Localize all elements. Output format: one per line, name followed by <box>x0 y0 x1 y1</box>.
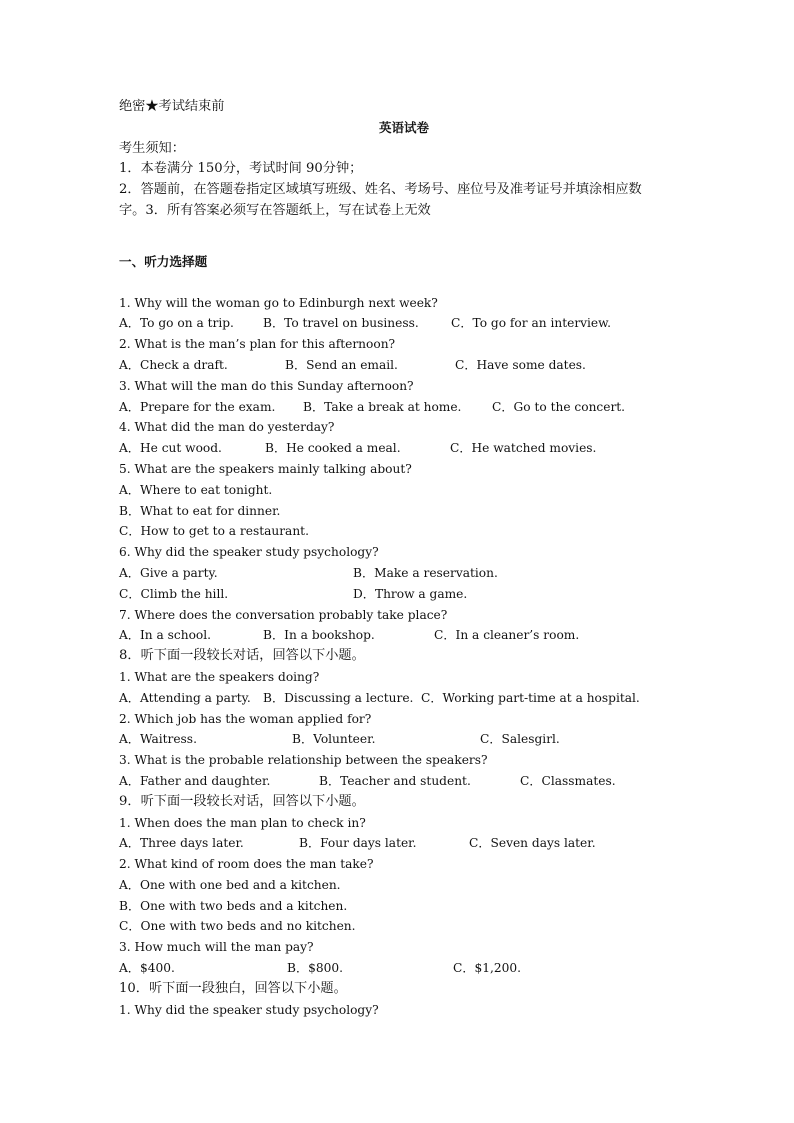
option-a: A．Attending a party. <box>119 690 251 705</box>
option-b: B．Teacher and student. <box>319 773 471 788</box>
option-a: A．He cut wood. <box>119 441 222 456</box>
option-c: C．Seven days later. <box>469 836 596 851</box>
question-stem: 1. What are the speakers doing? <box>119 669 320 684</box>
option-c: C．In a cleaner’s room. <box>434 628 580 643</box>
question-stem: 3. What is the probable relationship between the speakers? <box>119 753 488 768</box>
option-b: B．Discussing a lecture. <box>263 690 414 705</box>
option-b: B．Send an email. <box>285 357 398 372</box>
notice-label: 考生须知： <box>119 140 185 156</box>
options-row <box>119 397 689 418</box>
question-stem: 1. Why did the speaker study psychology? <box>119 1002 379 1017</box>
question-stem: 1. Why will the woman go to Edinburgh next week? <box>119 295 438 310</box>
dialogue-intro: 9．听下面一段较长对话，回答以下小题。 <box>119 793 365 809</box>
options-row <box>119 625 689 646</box>
question-stem: 2. Which job has the woman applied for? <box>119 711 372 726</box>
option-c: C．Working part-time at a hospital. <box>421 690 640 705</box>
option-c: C．How to get to a restaurant. <box>119 524 309 539</box>
option-a: A．To go on a trip. <box>119 316 234 331</box>
question-stem: 2. What is the man’s plan for this afternoon? <box>119 337 396 352</box>
option-b: B．Take a break at home. <box>303 399 462 414</box>
options-row <box>119 958 689 979</box>
option-b: B．He cooked a meal. <box>265 441 401 456</box>
option-c: C．He watched movies. <box>450 441 597 456</box>
option-b: B．What to eat for dinner. <box>119 503 281 518</box>
exam-page <box>119 97 689 1020</box>
option-b: B．Make a reservation. <box>353 565 498 580</box>
question-stem: 3. What will the man do this Sunday afternoon? <box>119 378 414 393</box>
options-row <box>119 729 689 750</box>
option-a: A．$400. <box>119 961 175 976</box>
option-b: B．$800. <box>287 961 344 976</box>
dialogue-intro: 8．听下面一段较长对话，回答以下小题。 <box>119 648 365 664</box>
options-row <box>119 355 689 376</box>
option-c: C．Climb the hill. <box>119 586 229 601</box>
option-a: A．Three days later. <box>119 836 244 851</box>
option-c: C．Go to the concert. <box>492 399 626 414</box>
notice-item-2: 2．答题前，在答题卷指定区域填写班级、姓名、考场号、座位号及准考证号并填涂相应数 <box>119 182 642 198</box>
option-b: B．Volunteer. <box>292 732 376 747</box>
option-b: B．In a bookshop. <box>263 628 375 643</box>
option-c: C．To go for an interview. <box>451 316 611 331</box>
option-c: C．One with two beds and no kitchen. <box>119 919 356 934</box>
option-a: A．Give a party. <box>119 565 218 580</box>
options-row <box>119 771 689 792</box>
option-b: B．Four days later. <box>299 836 417 851</box>
option-a: A．Father and daughter. <box>119 773 271 788</box>
option-d: D．Throw a game. <box>353 586 468 601</box>
section-heading: 一、听力选择题 <box>119 253 208 269</box>
option-b: B．One with two beds and a kitchen. <box>119 898 348 913</box>
question-stem: 1. When does the man plan to check in? <box>119 815 366 830</box>
options-row <box>119 584 689 605</box>
option-a: A．Where to eat tonight. <box>119 482 273 497</box>
question-stem: 3. How much will the man pay? <box>119 940 314 955</box>
option-a: A．One with one bed and a kitchen. <box>119 877 341 892</box>
options-row <box>119 313 689 334</box>
question-stem: 7. Where does the conversation probably take place? <box>119 607 448 622</box>
monologue-intro: 10．听下面一段独白，回答以下小题。 <box>119 980 347 996</box>
options-row <box>119 438 689 459</box>
question-stem: 6. Why did the speaker study psychology? <box>119 545 379 560</box>
notice-item-1: 1．本卷满分 150分，考试时间 90分钟； <box>119 161 363 177</box>
question-stem: 5. What are the speakers mainly talking about? <box>119 461 412 476</box>
confidential-label: 绝密★考试结束前 <box>119 99 225 114</box>
option-a: A．In a school. <box>119 628 212 643</box>
options-row <box>119 833 689 854</box>
page-title: 英语试卷 <box>378 119 429 135</box>
option-c: C．Salesgirl. <box>480 732 560 747</box>
option-c: C．Classmates. <box>520 773 616 788</box>
option-c: C．Have some dates. <box>455 357 586 372</box>
option-c: C．$1,200. <box>453 961 522 976</box>
options-row <box>119 563 689 584</box>
notice-item-2-cont: 字。3．所有答案必须写在答题纸上，写在试卷上无效 <box>119 202 431 218</box>
options-row <box>119 688 689 709</box>
option-a: A．Waitress. <box>119 732 197 747</box>
option-a: A．Prepare for the exam. <box>119 399 276 414</box>
option-a: A．Check a draft. <box>119 357 228 372</box>
question-stem: 2. What kind of room does the man take? <box>119 857 374 872</box>
option-b: B．To travel on business. <box>263 316 419 331</box>
question-stem: 4. What did the man do yesterday? <box>119 420 335 435</box>
